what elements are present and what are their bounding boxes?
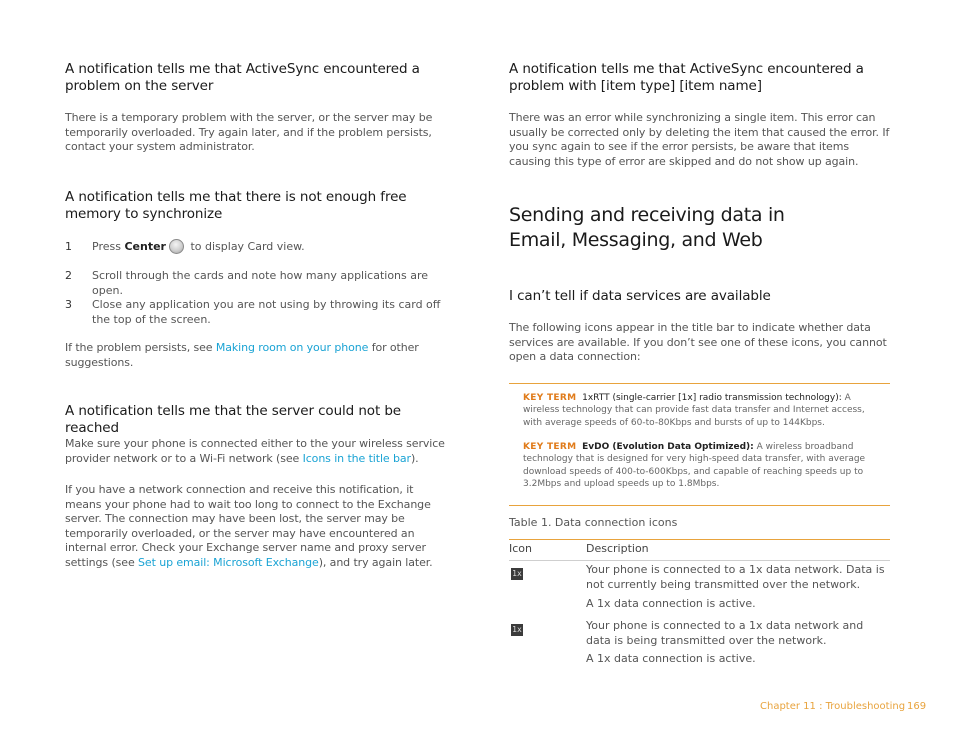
body-problem-persists [65,341,445,370]
body-data-services: The following icons appear in the title bar to indicate whether data services are available. If you don’t see one of these icons, you cannot open a data connection: [509,321,887,364]
key-term-name: EvDO (Evolution Data Optimized): [582,442,754,452]
body-server-unreachable-1 [65,437,445,466]
key-term-definition: A wireless broadband technology that is designed for very high-speed data transfer, with average download speeds of 400-to-600Kbps, and capable of reaching speeds up to 3.2Mbps and upload speeds up to 1.8Mbps. [523,442,866,490]
text-post: ), and try again later. [318,555,433,569]
table-row-description: Your phone is connected to a 1x data network and data is being transmitted over the network. [586,619,864,647]
table-caption: Table 1. Data connection icons [509,516,678,529]
center-key-label: Center [124,240,166,253]
heading-activesync-server-problem: A notification tells me that ActiveSync encountered a problem on the server [65,61,420,94]
table-row-description: Your phone is connected to a 1x data network. Data is not currently being transmitted over the network. [586,563,885,591]
text-post: ). [410,451,419,465]
1x-data-transmitting-icon: 1x [512,625,522,634]
1x-data-idle-icon: 1x [512,569,522,578]
text-pre: If you have a network connection and receive this notification, it means your phone had to wait too long to connect to the Exchange server. The connection may have been lost, the server may be temporarily overloaded, or the server may have encountered an internal error. Check your Exchange server name and proxy server settings (see [65,483,431,569]
text-pre: Make sure your phone is connected either to the your wireless service provider network or to a Wi-Fi network (see [65,437,445,465]
link-icons-title-bar[interactable]: Icons in the title bar [302,451,411,465]
step-number: 3 [65,298,72,311]
link-making-room[interactable]: Making room on your phone [215,341,369,354]
link-set-up-exchange[interactable]: Set up email: Microsoft Exchange [138,555,319,569]
table-header-icon: Icon [509,542,532,555]
footer-chapter: Chapter 11 : Troubleshooting [760,701,906,712]
heading-server-unreachable: A notification tells me that the server could not be reached [65,403,402,436]
text-pre: If the problem persists, see [65,341,216,354]
step-text: Close any application you are not using by throwing its card off the top of the screen. [92,298,441,326]
table-header-rule [509,560,890,561]
step-text-pre: Press [92,240,125,253]
center-button-icon [169,239,184,254]
body-server-unreachable-2 [65,483,445,571]
section-title-sending-receiving: Sending and receiving data in Email, Messaging, and Web [509,204,785,251]
step-number: 2 [65,269,72,282]
table-header-description: Description [586,542,649,555]
key-term-tag: KEY TERM [523,393,577,403]
text-post: for other suggestions. [65,341,419,369]
table-row-note: A 1x data connection is active. [586,652,756,665]
step-text [92,239,447,255]
table-top-rule [509,539,890,540]
heading-activesync-item-problem: A notification tells me that ActiveSync encountered a problem with [item type] [item name] [509,61,864,94]
heading-data-services: I can’t tell if data services are available [509,288,771,304]
step-text-post: to display Card view. [186,240,305,253]
footer-page-number: 169 [907,701,927,712]
step-number: 1 [65,240,72,253]
step-text: Scroll through the cards and note how many applications are open. [92,269,429,297]
table-row-note: A 1x data connection is active. [586,597,756,610]
key-term-bottom-rule [509,505,890,506]
heading-not-enough-memory: A notification tells me that there is not enough free memory to synchronize [65,189,407,222]
key-term-evdo [523,441,878,491]
body-activesync-server-problem: There is a temporary problem with the server, or the server may be temporarily overloaded. Try again later, and if the problem persists, contact your system administrator. [65,111,433,154]
body-activesync-item-problem: There was an error while synchronizing a single item. This error can usually be corrected only by deleting the item that caused the error. If you sync again to see if the error persists, be aware that items causing this type of error are skipped and do not show up again. [509,111,890,168]
key-term-definition: A wireless technology that can provide fast data transfer and Internet access, with average speeds of 60-to-80Kbps and bursts of up to 144Kbps. [523,393,865,428]
key-term-top-rule [509,383,890,384]
key-term-tag: KEY TERM [523,442,577,452]
key-term-1xrtt [523,392,878,429]
key-term-name: 1xRTT (single-carrier [1x] radio transmission technology): [582,393,842,403]
